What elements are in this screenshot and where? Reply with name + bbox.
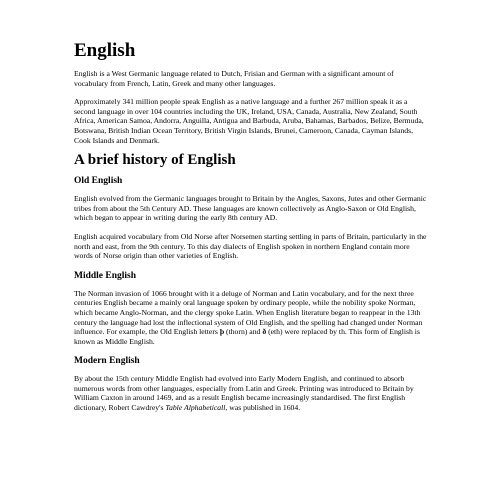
book-title: Table Alphabeticall [165,403,226,413]
old-english-heading: Old English [74,176,123,187]
page-title: English [74,40,136,61]
modern-english-text-a: By about the 15th century Middle English had evolved into Early Modern English, and continued to absorb numerous words from other languages, especially from Latin and Greek. Printing was introduced to Britain by William Caxton in around 1469, and as a result English became increasingly standardised. The first English dictionary, Robert Cawdrey's [74,374,414,413]
document-page [74,40,429,422]
old-english-paragraph-2: English acquired vocabulary from Old Norse after Norsemen starting settling in parts of Britain, particularly in the north and east, from the 9th century. To this day dialects of English spoken in northern England contain more words of Norse origin than other varieties of English. [74,231,427,261]
middle-english-text-a: The Norman invasion of 1066 brought with it a deluge of Norman and Latin vocabulary, and for the next three centuries English became a mainly oral language spoken by ordinary people, while the nobility spoke Norman, which became Anglo-Norman, and the clergy spoke Latin. When English literature began to reappear in the 13th century the language had lost the inflectional system of Old English, and the spelling had changed under Norman influence. For example, the Old English letters [74,288,423,337]
modern-english-heading: Modern English [74,356,140,367]
middle-english-text-b: (thorn) and [224,327,263,337]
history-heading: A brief history of English [74,152,236,169]
modern-english-text-b: , was published in 1604. [225,403,301,413]
intro-paragraph-1: English is a West Germanic language related to Dutch, Frisian and German with a significant amount of vocabulary from French, Latin, Greek and many other languages. [74,69,394,88]
old-english-paragraph-1: English evolved from the Germanic languages brought to Britain by the Angles, Saxons, Jutes and other Germanic tribes from about the 5th Century AD. These languages are known collectively as Anglo-Saxon or Old English, which began to appear in writing during the early 8th century AD. [74,194,427,223]
thorn-letter: þ [219,327,225,337]
modern-english-paragraph [74,374,429,412]
middle-english-paragraph [74,289,429,347]
eth-letter: ð [262,327,267,337]
middle-english-text-c: (eth) were replaced by th. This form of English is known as Middle English. [74,327,420,346]
intro-paragraph-2: Approximately 341 million people speak English as a native language and a further 267 million speak it as a second language in over 104 countries including the UK, Ireland, USA, Canada, Australia, New Zealand, South Africa, American Samoa, Andorra, Anguilla, Antigua and Barbuda, Aruba, Bahamas, Barbados, Belize, Bermuda, Botswana, British Indian Ocean Territory, British Virgin Islands, Brunei, Cameroon, Canada, Cayman Islands, Cook Islands and Denmark. [74,97,424,145]
middle-english-heading: Middle English [74,270,137,281]
